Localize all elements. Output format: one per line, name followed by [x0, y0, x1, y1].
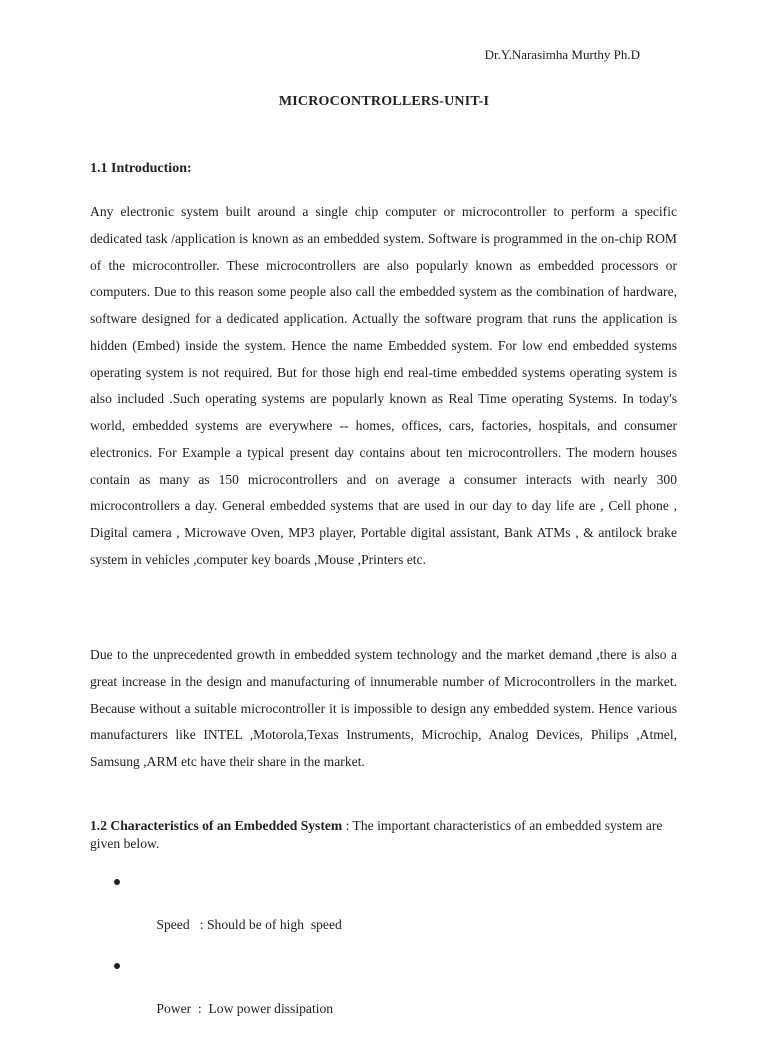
- bullet-icon: [114, 963, 120, 969]
- characteristics-section: [90, 817, 690, 853]
- introduction-paragraph-1: Any electronic system built around a single chip computer or microcontroller to perform a specific dedicated task /application is known as an embedded system. Software is programmed in the on-chip ROM of the microcontroller. These microcontrollers are also popularly known as embedded processors or computers. Due to this reason some people also call the embedded system as the combination of hardware, software designed for a dedicated application. Actually the software program that runs the application is hidden (Embed) inside the system. Hence the name Embedded system. For low end embedded systems operating system is not required. But for those high end real-time embedded systems operating system is also included .Such operating systems are popularly known as Real Time operating Systems. In today's world, embedded systems are everywhere -- homes, offices, cars, factories, hospitals, and consumer electronics. For Example a typical present day contains about ten microcontrollers. The modern houses contain as many as 150 microcontrollers and on average a consumer interacts with nearly 300 microcontrollers a day. General embedded systems that are used in our day to day life are , Cell phone , Digital camera , Microwave Oven, MP3 player, Portable digital assistant, Bank ATMs , & antilock brake system in vehicles ,computer key boards ,Mouse ,Printers etc.: [90, 204, 677, 567]
- characteristics-intro-text: : The important characteristics of an embedded system are given below.: [90, 818, 663, 851]
- characteristics-list: [112, 872, 342, 1040]
- introduction-paragraph-2: Due to the unprecedented growth in embedded system technology and the market demand ,there is also a great increase in the design and manufacturing of innumerable number of Microcontrollers in the market. Because without a suitable microcontroller it is impossible to design any embedded system. Hence various manufacturers like INTEL ,Motorola,Texas Instruments, Microchip, Analog Devices, Philips ,Atmel, Samsung ,ARM etc have their share in the market.: [90, 647, 677, 770]
- list-item-text: Speed : Should be of high speed: [156, 917, 342, 932]
- document-title: MICROCONTROLLERS-UNIT-I: [278, 94, 490, 109]
- list-item: [112, 956, 342, 1040]
- author-name: Dr.Y.Narasimha Murthy Ph.D: [484, 47, 640, 62]
- section-heading-characteristics: 1.2 Characteristics of an Embedded System: [90, 818, 343, 833]
- list-item: [112, 872, 342, 956]
- list-item-text: Power : Low power dissipation: [156, 1001, 334, 1016]
- section-heading-introduction: 1.1 Introduction:: [90, 161, 192, 176]
- bullet-icon: [114, 879, 120, 885]
